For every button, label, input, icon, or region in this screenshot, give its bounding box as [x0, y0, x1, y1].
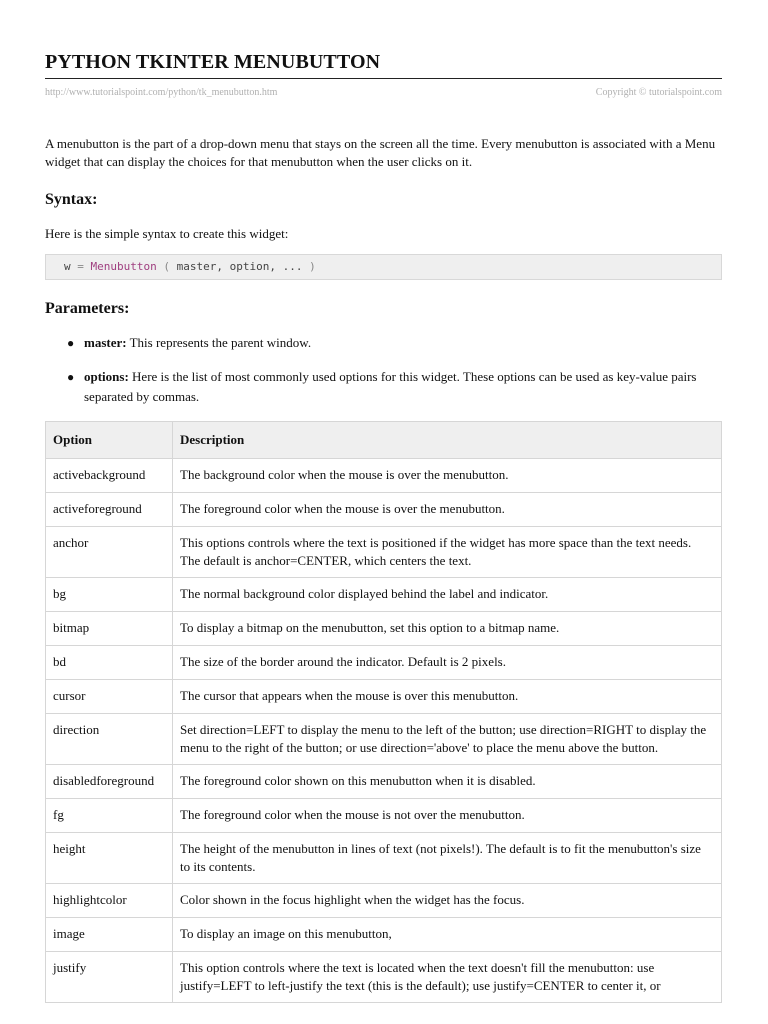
table-row — [46, 884, 722, 918]
table-header-row — [46, 422, 722, 459]
table-row — [46, 527, 722, 578]
param-desc: Here is the list of most commonly used options for this widget. These options can be used as key-value pairs separated by commas. — [84, 369, 697, 404]
option-description: To display an image on this menubutton, — [173, 918, 722, 952]
table-row — [46, 680, 722, 714]
param-term: options: — [84, 369, 129, 384]
option-name: justify — [46, 952, 173, 1003]
column-header-option: Option — [46, 422, 173, 459]
table-row — [46, 646, 722, 680]
table-row — [46, 612, 722, 646]
option-name: disabledforeground — [46, 765, 173, 799]
list-item — [45, 367, 722, 407]
option-description: This options controls where the text is positioned if the widget has more space than the text needs. The default is anchor=CENTER, which centers the text. — [173, 527, 722, 578]
parameters-list — [45, 333, 722, 407]
options-table — [45, 421, 722, 1003]
option-description: Color shown in the focus highlight when the widget has the focus. — [173, 884, 722, 918]
table-row — [46, 918, 722, 952]
option-description: To display a bitmap on the menubutton, set this option to a bitmap name. — [173, 612, 722, 646]
param-desc: This represents the parent window. — [129, 335, 312, 350]
option-name: fg — [46, 799, 173, 833]
code-args: master, option, ... — [176, 260, 303, 273]
option-name: bg — [46, 578, 173, 612]
parameters-heading: Parameters: — [45, 300, 130, 317]
option-description: The cursor that appears when the mouse is over this menubutton. — [173, 680, 722, 714]
source-url[interactable]: http://www.tutorialspoint.com/python/tk_menubutton.htm — [45, 87, 278, 98]
table-row — [46, 578, 722, 612]
option-name: bd — [46, 646, 173, 680]
option-name: cursor — [46, 680, 173, 714]
option-description: The foreground color shown on this menubutton when it is disabled. — [173, 765, 722, 799]
code-open-paren: ( — [163, 260, 170, 273]
option-description: This option controls where the text is located when the text doesn't fill the menubutton: use justify=LEFT to left-justify the text (this is the default); use justify=CENTER to center it, or — [173, 952, 722, 1003]
code-function: Menubutton — [90, 260, 157, 273]
option-name: bitmap — [46, 612, 173, 646]
option-name: image — [46, 918, 173, 952]
table-row — [46, 952, 722, 1003]
code-var: w — [64, 260, 71, 273]
column-header-description: Description — [173, 422, 722, 459]
option-description: Set direction=LEFT to display the menu to the left of the button; use direction=RIGHT to display the menu to the right of the button; or use direction='above' to place the menu above the button. — [173, 714, 722, 765]
copyright-notice: Copyright © tutorialspoint.com — [595, 87, 722, 98]
syntax-heading: Syntax: — [45, 191, 98, 208]
table-row — [46, 833, 722, 884]
intro-paragraph: A menubutton is the part of a drop-down menu that stays on the screen all the time. Every menubutton is associated with a Menu widget that can display the choices for that menubutton when the user clicks on it. — [45, 136, 716, 169]
option-name: highlightcolor — [46, 884, 173, 918]
option-name: height — [46, 833, 173, 884]
bullet-icon: ● — [67, 336, 75, 350]
document-page — [45, 0, 722, 1003]
table-row — [46, 714, 722, 765]
param-term: master: — [84, 335, 127, 350]
syntax-code-block — [45, 254, 722, 280]
table-row — [46, 493, 722, 527]
code-close-paren: ) — [309, 260, 316, 273]
table-row — [46, 459, 722, 493]
code-eq: = — [77, 260, 84, 273]
option-name: direction — [46, 714, 173, 765]
page-meta — [45, 87, 722, 101]
option-name: activebackground — [46, 459, 173, 493]
option-name: anchor — [46, 527, 173, 578]
option-description: The normal background color displayed behind the label and indicator. — [173, 578, 722, 612]
table-row — [46, 765, 722, 799]
page-title: PYTHON TKINTER MENUBUTTON — [45, 0, 722, 79]
option-description: The size of the border around the indicator. Default is 2 pixels. — [173, 646, 722, 680]
option-description: The background color when the mouse is over the menubutton. — [173, 459, 722, 493]
option-description: The foreground color when the mouse is over the menubutton. — [173, 493, 722, 527]
table-row — [46, 799, 722, 833]
bullet-icon: ● — [67, 370, 75, 384]
syntax-description: Here is the simple syntax to create this widget: — [45, 226, 289, 241]
list-item — [45, 333, 722, 353]
option-description: The height of the menubutton in lines of text (not pixels!). The default is to fit the menubutton's size to its contents. — [173, 833, 722, 884]
option-name: activeforeground — [46, 493, 173, 527]
option-description: The foreground color when the mouse is not over the menubutton. — [173, 799, 722, 833]
